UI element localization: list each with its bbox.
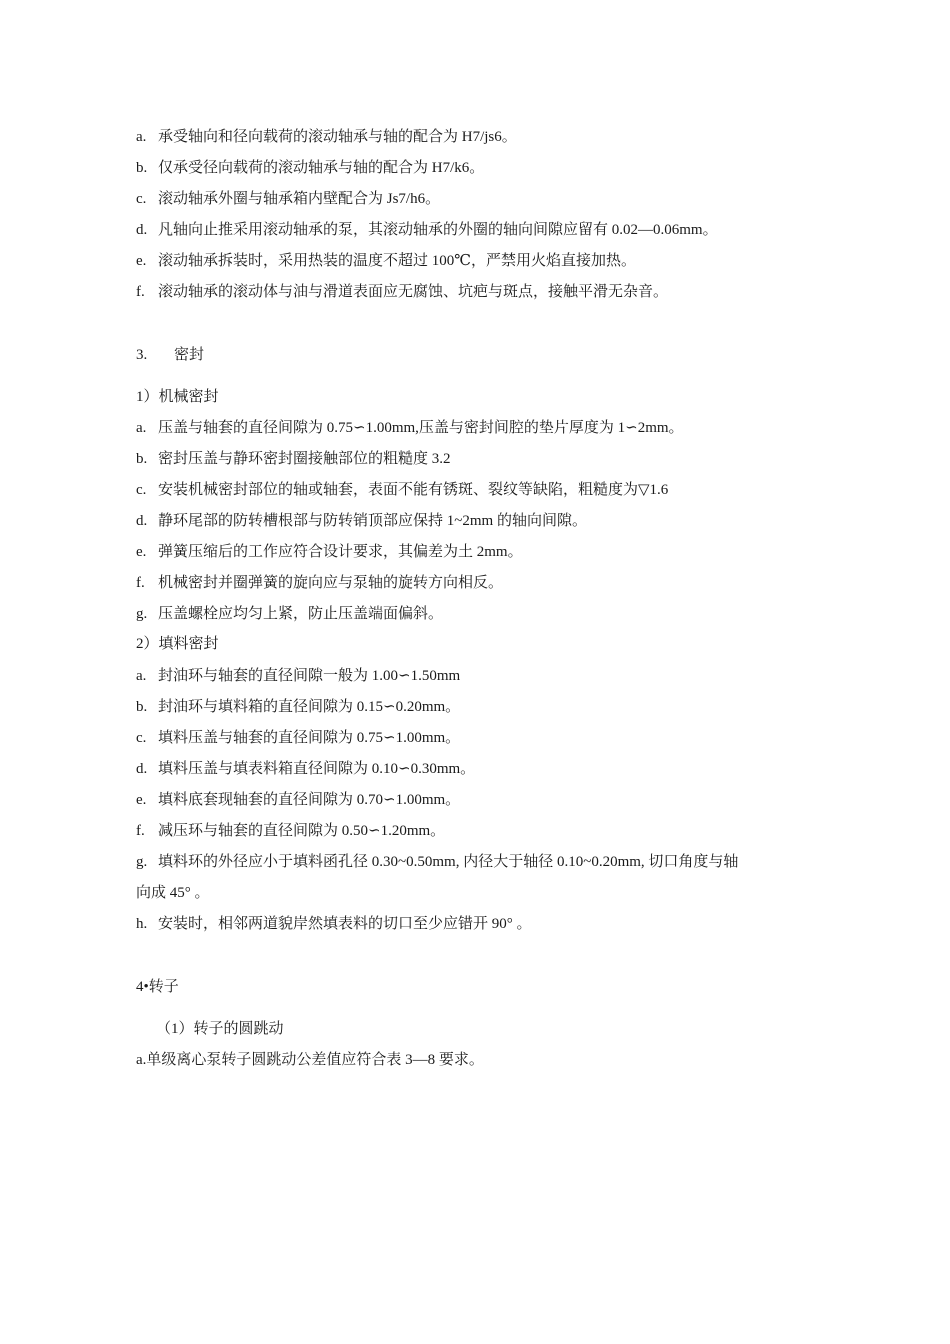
item-mark: g.: [136, 606, 148, 622]
item-mark: h.: [136, 916, 148, 932]
mechanical-seal-item-a: [136, 418, 684, 438]
rotor-runout-subheading: （1）转子的圆跳动: [156, 1021, 284, 1037]
item-text: 安装时，相邻两道貌岸然填表料的切口至少应错开 90° 。: [158, 916, 532, 932]
packing-seal-item-b: [136, 697, 460, 717]
mechanical-seal-item-c: [136, 480, 668, 500]
packing-seal-item-e: [136, 790, 460, 810]
item-text: 承受轴向和径向载荷的滚动轴承与轴的配合为 H7/js6。: [158, 129, 517, 145]
item-mark: c.: [136, 730, 147, 746]
mechanical-seal-item-d: [136, 511, 587, 531]
section-number: 3.: [136, 347, 148, 363]
item-text: 滚动轴承外圈与轴承箱内壁配合为 Js7/h6。: [158, 191, 441, 207]
bearing-item-c: [136, 189, 440, 209]
item-text: 安装机械密封部位的轴或轴套，表面不能有锈斑、裂纹等缺陷，粗糙度为▽1.6: [158, 482, 669, 498]
item-text: 弹簧压缩后的工作应符合设计要求，其偏差为土 2mm。: [158, 544, 523, 560]
item-text: 密封压盖与静环密封圈接触部位的粗糙度 3.2: [158, 451, 451, 467]
packing-seal-item-g-continuation: 向成 45° 。: [136, 885, 210, 901]
item-mark: e.: [136, 792, 147, 808]
packing-seal-item-f: [136, 821, 445, 841]
item-text: 滚动轴承的滚动体与油与滑道表面应无腐蚀、坑疤与斑点，接触平滑无杂音。: [158, 284, 669, 300]
item-text: 减压环与轴套的直径间隙为 0.50∽1.20mm。: [158, 823, 446, 839]
mechanical-seal-item-g: [136, 604, 443, 624]
item-text: 仅承受径向载荷的滚动轴承与轴的配合为 H7/k6。: [158, 160, 485, 176]
section-title: 密封: [174, 347, 205, 363]
item-mark: b.: [136, 160, 148, 176]
item-mark: a.: [136, 668, 147, 684]
rotor-runout-item-a: a.单级离心泵转子圆跳动公差值应符合表 3—8 要求。: [136, 1052, 484, 1068]
mechanical-seal-item-f: [136, 573, 503, 593]
section-3-heading: [136, 345, 204, 365]
packing-seal-item-d: [136, 759, 475, 779]
item-mark: d.: [136, 761, 148, 777]
section-4-heading: 4•转子: [136, 979, 179, 995]
packing-seal-heading: 2）填料密封: [136, 636, 219, 652]
packing-seal-item-g: [136, 852, 738, 872]
item-mark: d.: [136, 222, 148, 238]
item-text: 静环尾部的防转槽根部与防转销顶部应保持 1~2mm 的轴向间隙。: [158, 513, 587, 529]
item-mark: f.: [136, 823, 145, 839]
packing-seal-item-a: [136, 666, 460, 686]
item-text: 压盖螺栓应均匀上紧，防止压盖端面偏斜。: [158, 606, 444, 622]
item-mark: b.: [136, 699, 148, 715]
mechanical-seal-heading: 1）机械密封: [136, 389, 219, 405]
mechanical-seal-item-e: [136, 542, 523, 562]
item-mark: f.: [136, 575, 145, 591]
mechanical-seal-item-b: [136, 449, 451, 469]
packing-seal-item-h: [136, 914, 532, 934]
item-mark: e.: [136, 544, 147, 560]
item-mark: c.: [136, 482, 147, 498]
bearing-item-f: [136, 282, 668, 302]
item-mark: g.: [136, 854, 148, 870]
item-mark: a.: [136, 420, 147, 436]
item-text: 填料环的外径应小于填料函孔径 0.30~0.50mm, 内径大于轴径 0.10~0.20mm, 切口角度与轴: [158, 854, 739, 870]
item-mark: c.: [136, 191, 147, 207]
item-text: 封油环与轴套的直径间隙一般为 1.00∽1.50mm: [158, 668, 461, 684]
item-mark: f.: [136, 284, 145, 300]
bearing-item-a: [136, 127, 517, 147]
item-text: 填料压盖与填表料箱直径间隙为 0.10∽0.30mm。: [158, 761, 476, 777]
item-text: 填料压盖与轴套的直径间隙为 0.75∽1.00mm。: [158, 730, 461, 746]
item-mark: d.: [136, 513, 148, 529]
item-text: 滚动轴承拆装时，采用热装的温度不超过 100℃，严禁用火焰直接加热。: [158, 253, 637, 269]
item-text: 压盖与轴套的直径间隙为 0.75∽1.00mm,压盖与密封间腔的垫片厚度为 1∽2mm。: [158, 420, 684, 436]
item-mark: b.: [136, 451, 148, 467]
bearing-item-b: [136, 158, 484, 178]
bearing-item-e: [136, 251, 636, 271]
item-text: 凡轴向止推采用滚动轴承的泵，其滚动轴承的外圈的轴向间隙应留有 0.02—0.06mm。: [158, 222, 718, 238]
item-text: 填料底套现轴套的直径间隙为 0.70∽1.00mm。: [158, 792, 461, 808]
item-mark: a.: [136, 129, 147, 145]
packing-seal-item-c: [136, 728, 460, 748]
bearing-item-d: [136, 220, 718, 240]
item-mark: e.: [136, 253, 147, 269]
item-text: 封油环与填料箱的直径间隙为 0.15∽0.20mm。: [158, 699, 461, 715]
item-text: 机械密封并圈弹簧的旋向应与泵轴的旋转方向相反。: [158, 575, 504, 591]
